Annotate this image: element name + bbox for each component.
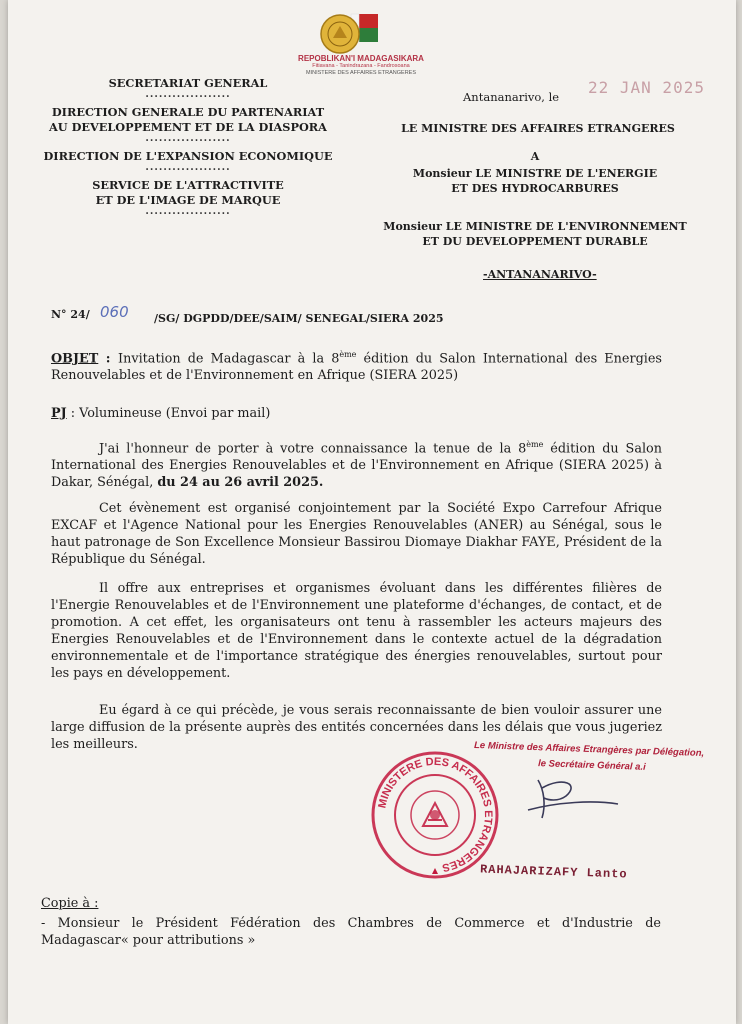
objet-text-1: Invitation de Madagascar à la 8: [118, 351, 340, 367]
p2-text: Cet évènement est organisé conjointement par la Société Expo Carrefour Afrique EXCAF et l'Agence National pour les Energies Renouvelables (ANER) au Sénégal, sous le haut patronage de Son Excellence Monsieur Bassirou Diomaye Diakhar FAYE, Président de la République du Sénégal.: [51, 501, 662, 567]
p3-text: Il offre aux entreprises et organismes évoluant dans les différentes filières de l'Energie Renouvelables et de l'Environnement une plateforme d'échanges, de contact, et de promotion. A cet effet, les organisateurs ont tenu à rassembler les acteurs majeurs des Energies Renouvelables et de l'Environnement dans le contexte actuel de la dégradation environnementale et de l'importance stratégique des énergies renouvelables, surtout pour les pays en développement.: [51, 581, 662, 681]
objet: [51, 346, 662, 384]
p1-dates: du 24 au 26 avril 2025.: [157, 475, 324, 491]
p1-sup: ème: [526, 440, 544, 449]
pj: [51, 405, 662, 422]
madagascar-seal-flag-logo: [313, 8, 403, 54]
recipient-2-line-2: ET DU DEVELOPPEMENT DURABLE: [422, 235, 648, 248]
sender: LE MINISTRE DES AFFAIRES ETRANGERES: [401, 122, 675, 135]
divider-dots: ...................: [145, 89, 231, 100]
objet-text-2: édition du Salon International des Energies Renouvelables et de l'Environnement en Afrique (SIERA 2025): [51, 351, 663, 384]
signature-title-1: Le Ministre des Affaires Etrangères par Délégation,: [473, 739, 705, 760]
objet-sup: ème: [339, 350, 357, 359]
city: -ANTANANARIVO-: [483, 268, 597, 281]
reference-suffix: /SG/ DGPDD/DEE/SAIM/ SENEGAL/SIERA 2025: [154, 312, 444, 325]
reference-handwritten-number: 060: [100, 303, 129, 321]
p1-text-b: édition du Salon International des Energies Renouvelables et de l'Environnement en Afrique (SIERA 2025) à Dakar, Sénégal,: [51, 441, 662, 491]
objet-colon: :: [98, 351, 119, 367]
paragraph-3: [51, 580, 662, 682]
divider-dots: ...................: [145, 162, 231, 173]
letterhead-country: REPOBLIKAN'I MADAGASIKARA: [298, 54, 424, 63]
pj-label: PJ: [51, 406, 67, 421]
saim-line-2: ET DE L'IMAGE DE MARQUE: [95, 193, 281, 207]
divider-dots: ...................: [145, 206, 231, 217]
date-stamp: 22 JAN 2025: [588, 78, 705, 97]
dee-line: DIRECTION DE L'EXPANSION ECONOMIQUE: [43, 149, 333, 163]
stamp-ring-text: MINISTERE DES AFFAIRES ETRANGERES: [376, 755, 495, 874]
dgpdd-line-2: AU DEVELOPPEMENT ET DE LA DIASPORA: [49, 120, 327, 134]
letterhead-motto: Fitiavana - Tanindrazana - Fandrosoana: [312, 63, 410, 69]
divider-dots: ...................: [145, 133, 231, 144]
recipient-2: [380, 219, 690, 249]
signatory-name: RAHAJARIZAFY Lanto: [479, 862, 628, 882]
copie-text: - Monsieur le Président Fédération des Chambres de Commerce et d'Industrie de Madagascar« pour attributions »: [41, 916, 661, 948]
letter-page: [8, 0, 736, 1024]
letterhead-ministry: MINISTERE DES AFFAIRES ETRANGERES: [305, 70, 417, 76]
recipient-1-line-1: Monsieur LE MINISTRE DE L'ENERGIE: [412, 167, 658, 180]
place-label: Antananarivo, le: [463, 90, 560, 104]
pj-text: : Volumineuse (Envoi par mail): [66, 406, 271, 421]
objet-label: OBJET: [51, 351, 99, 367]
left-header: [38, 76, 338, 216]
paragraph-2: [51, 500, 662, 568]
p4-text: Eu égard à ce qui précède, je vous serais reconnaissante de bien vouloir assurer une large diffusion de la présente auprès des entités concernées dans les délais que vous jugeriez les meilleurs.: [51, 703, 662, 752]
reference-prefix: N° 24/: [51, 308, 90, 321]
signature-title-2: le Secrétaire Général a.i: [537, 758, 646, 773]
paragraph-1: [51, 436, 662, 491]
secretariat-general: SECRETARIAT GENERAL: [108, 76, 268, 90]
saim-line-1: SERVICE DE L'ATTRACTIVITE: [92, 178, 284, 192]
recipient-2-line-1: Monsieur LE MINISTRE DE L'ENVIRONNEMENT: [383, 220, 687, 233]
copie-label: Copie à :: [41, 896, 99, 911]
recipient-1-line-2: ET DES HYDROCARBURES: [451, 182, 619, 195]
recipient-1: [385, 166, 685, 196]
p1-text-a: J'ai l'honneur de porter à votre connaissance la tenue de la 8: [99, 441, 527, 457]
handwritten-signature: [508, 770, 628, 830]
dgpdd-line-1: DIRECTION GENERALE DU PARTENARIAT: [51, 105, 325, 119]
recipient-a: A: [530, 150, 540, 163]
